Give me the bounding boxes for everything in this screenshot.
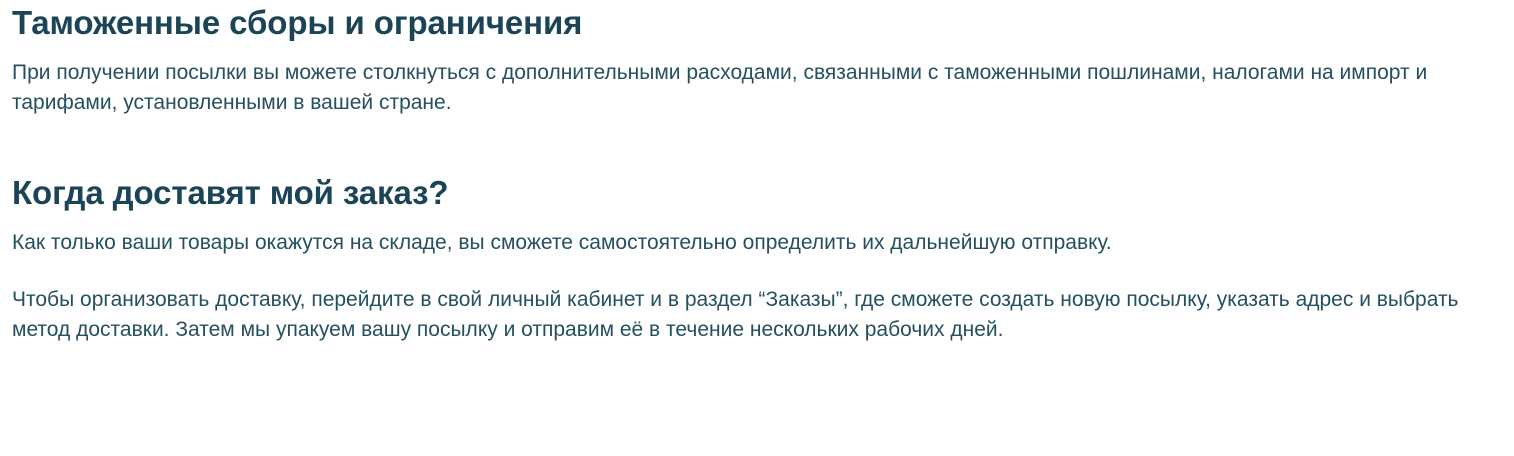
section-customs-fees: [12, 4, 1502, 118]
section-delivery-time: [12, 174, 1502, 345]
section-paragraph-delivery-steps: Чтобы организовать доставку, перейдите в свой личный кабинет и в раздел “Заказы”, где сможете создать новую посылку, указать адрес и выбрать метод доставки. Затем мы упакуем вашу посылку и отправим её в течение нескольких рабочих дней.: [12, 288, 1459, 342]
section-paragraph-delivery-warehouse: Как только ваши товары окажутся на складе, вы сможете самостоятельно определить их дальнейшую отправку.: [12, 230, 1112, 254]
section-paragraph-customs-fees: При получении посылки вы можете столкнуться с дополнительными расходами, связанными с таможенными пошлинами, налогами на импорт и тарифами, установленными в вашей стране.: [12, 60, 1428, 114]
faq-content-page: [0, 4, 1514, 345]
section-heading-customs-fees: Таможенные сборы и ограничения: [12, 4, 583, 41]
section-heading-delivery-time: Когда доставят мой заказ?: [12, 173, 449, 211]
